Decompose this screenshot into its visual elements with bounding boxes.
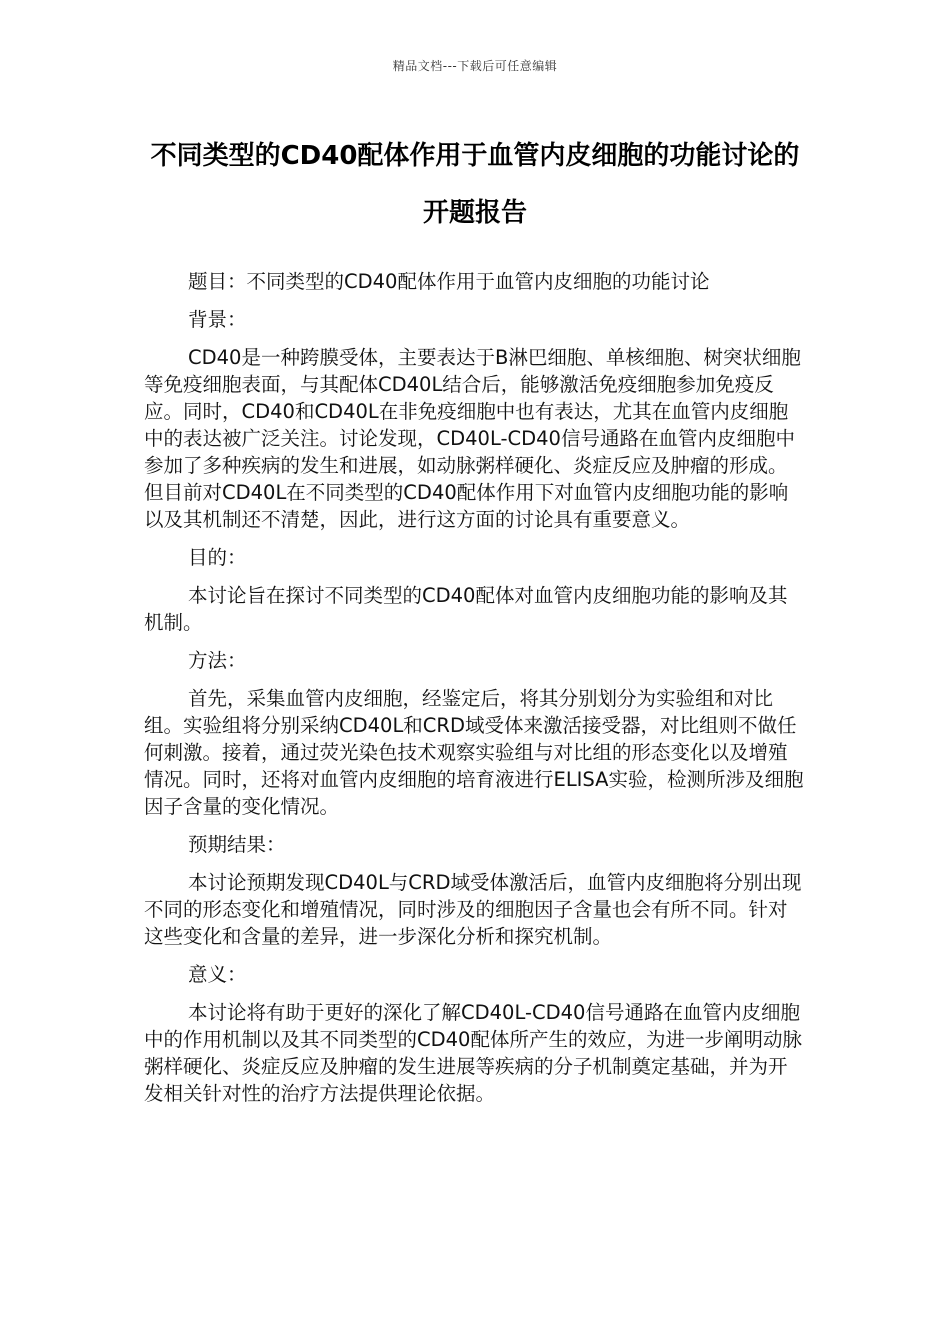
- document-body: [144, 268, 806, 1118]
- purpose-label: 目的：: [188, 546, 247, 569]
- background-label: 背景：: [188, 308, 247, 331]
- topic-line: 题目：不同类型的CD40配体作用于血管内皮细胞的功能讨论: [188, 270, 710, 293]
- background-paragraph: CD40是一种跨膜受体，主要表达于B淋巴细胞、单核细胞、树突状细胞等免疫细胞表面，与其配体CD40L结合后，能够激活免疫细胞参加免疫反应。同时，CD40和CD40L在非免疫细胞中也有表达，尤其在血管内皮细胞中的表达被广泛关注。讨论发现，CD40L-CD40信号通路在血管内皮细胞中参加了多种疾病的发生和进展，如动脉粥样硬化、炎症反应及肿瘤的形成。但目前对CD40L在不同类型的CD40配体作用下对血管内皮细胞功能的影响以及其机制还不清楚，因此，进行这方面的讨论具有重要意义。: [144, 346, 801, 531]
- header-note: 精品文档---下载后可任意编辑: [392, 59, 558, 73]
- significance-label: 意义：: [188, 963, 247, 986]
- method-paragraph: 首先，采集血管内皮细胞，经鉴定后，将其分别划分为实验组和对比组。实验组将分别采纳CD40L和CRD域受体来激活接受器，对比组则不做任何刺激。接着，通过荧光染色技术观察实验组与对比组的形态变化以及增殖情况。同时，还将对血管内皮细胞的培育液进行ELISA实验，检测所涉及细胞因子含量的变化情况。: [144, 687, 804, 818]
- document-title: 不同类型的CD40配体作用于血管内皮细胞的功能讨论的开题报告: [150, 141, 800, 228]
- significance-paragraph: 本讨论将有助于更好的深化了解CD40L-CD40信号通路在血管内皮细胞中的作用机制以及其不同类型的CD40配体所产生的效应，为进一步阐明动脉粥样硬化、炎症反应及肿瘤的发生进展等疾病的分子机制奠定基础，并为开发相关针对性的治疗方法提供理论依据。: [144, 1001, 802, 1105]
- purpose-paragraph: 本讨论旨在探讨不同类型的CD40配体对血管内皮细胞功能的影响及其机制。: [144, 584, 788, 634]
- expected-results-label: 预期结果：: [188, 833, 286, 856]
- expected-results-paragraph: 本讨论预期发现CD40L与CRD域受体激活后，血管内皮细胞将分别出现不同的形态变化和增殖情况，同时涉及的细胞因子含量也会有所不同。针对这些变化和含量的差异，进一步深化分析和探究机制。: [144, 871, 802, 948]
- method-label: 方法：: [188, 649, 247, 672]
